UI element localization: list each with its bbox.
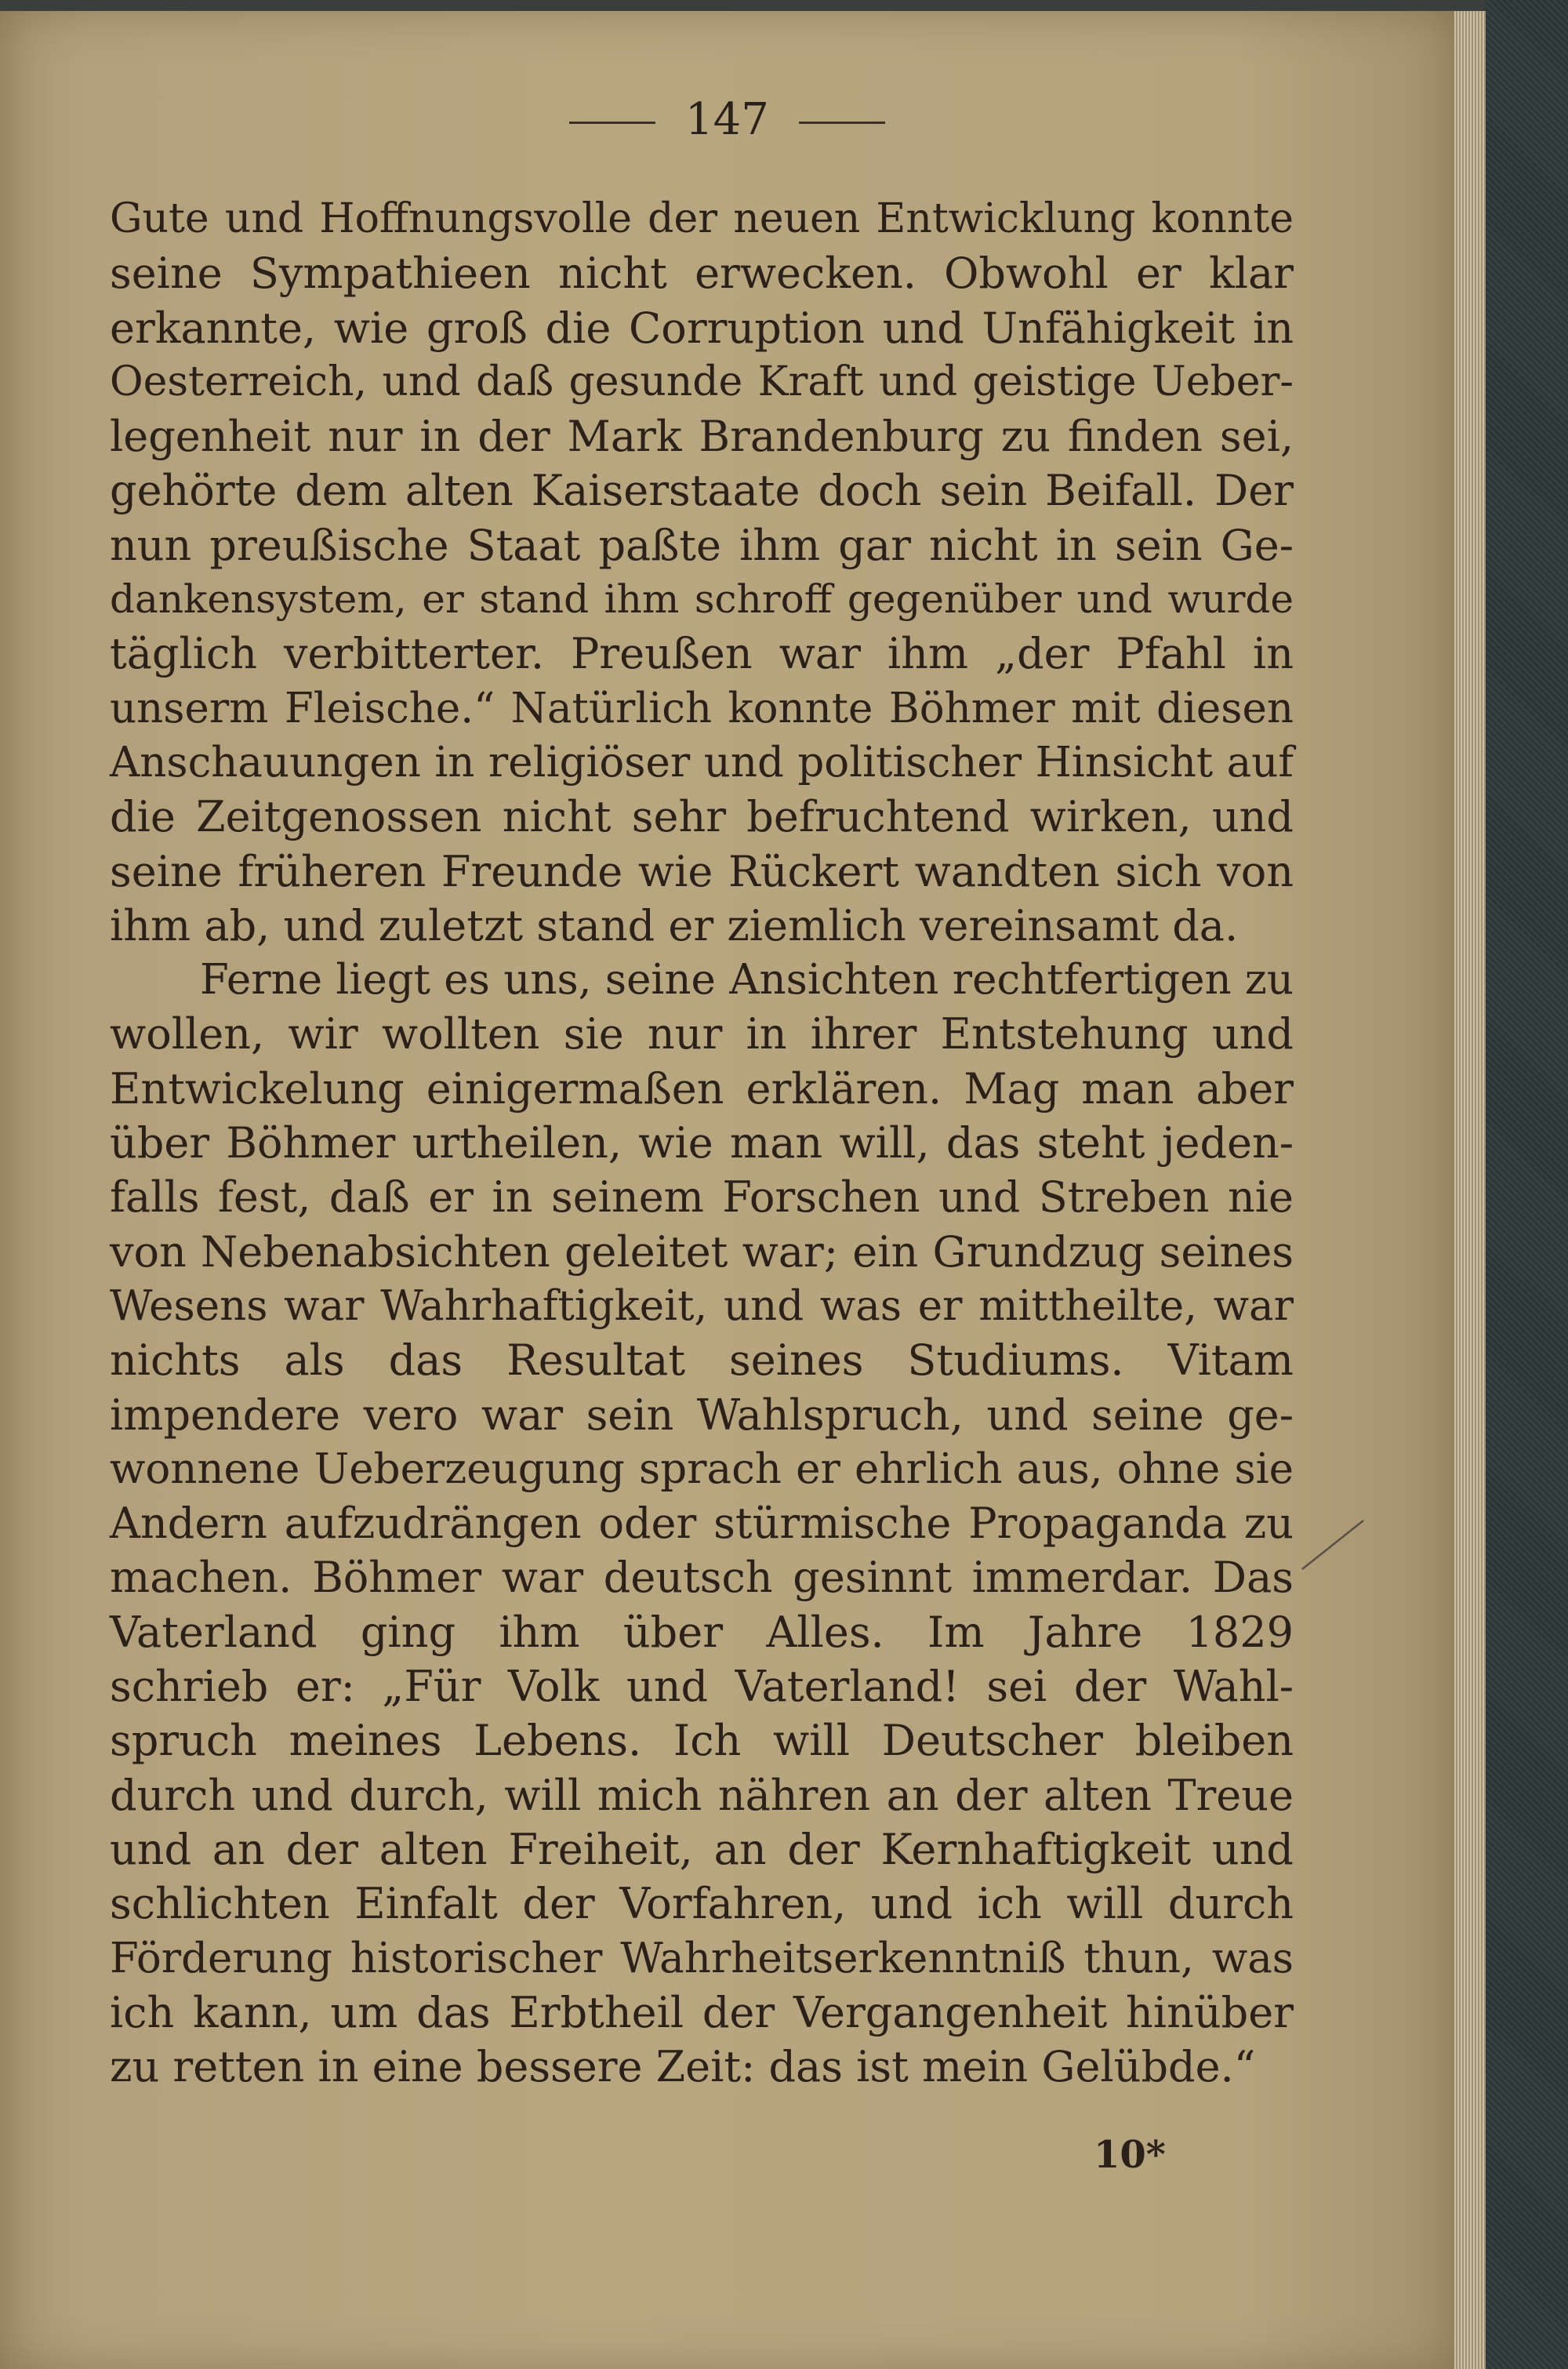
text-line: nichts als das Resultat seines Studiums. Vitam <box>110 1335 1294 1386</box>
page-number: 147 <box>685 94 769 145</box>
page-header <box>0 94 1454 145</box>
header-dash-right <box>799 122 885 124</box>
text-line: impendere vero war sein Wahlspruch, und seine ge- <box>110 1390 1294 1440</box>
text-line: dankensystem, er stand ihm schroff gegenüber und wurde <box>110 576 1294 623</box>
text-line: Entwickelung einigermaßen erklären. Mag man aber <box>110 1063 1294 1114</box>
text-line: Anschauungen in religiöser und politischer Hinsicht auf <box>110 738 1294 787</box>
text-line: wonnene Ueberzeugung sprach er ehrlich aus, ohne sie <box>110 1444 1294 1493</box>
text-line: die Zeitgenossen nicht sehr befruchtend wirken, und <box>110 792 1294 842</box>
text-line: erkannte, wie groß die Corruption und Unfähigkeit in <box>110 303 1294 353</box>
pencil-mark <box>1298 1517 1368 1572</box>
scanner-top-edge <box>0 0 1486 11</box>
text-line: schlichten Einfalt der Vorfahren, und ich will durch <box>110 1879 1294 1929</box>
text-line: Wesens war Wahrhaftigkeit, und was er mittheilte, war <box>110 1281 1294 1330</box>
text-line: Oesterreich, und daß gesunde Kraft und geistige Ueber- <box>110 358 1294 405</box>
text-line: von Nebenabsichten geleitet war; ein Grundzug seines <box>110 1226 1294 1277</box>
text-line: legenheit nur in der Mark Brandenburg zu finden sei, <box>110 412 1294 462</box>
text-line: Gute und Hoffnungsvolle der neuen Entwicklung konnte <box>110 195 1294 242</box>
body-text <box>110 192 1294 2094</box>
text-line: seine Sympathieen nicht erwecken. Obwohl er klar <box>110 249 1294 299</box>
text-line: wollen, wir wollten sie nur in ihrer Entstehung und <box>110 1009 1294 1059</box>
text-line: Vaterland ging ihm über Alles. Im Jahre 1829 <box>110 1607 1294 1657</box>
text-line: machen. Böhmer war deutsch gesinnt immerdar. Das <box>110 1553 1294 1603</box>
text-line: nun preußische Staat paßte ihm gar nicht in sein Ge- <box>110 520 1294 570</box>
text-line: unserm Fleische.“ Natürlich konnte Böhmer mit diesen <box>110 684 1294 732</box>
text-line: ihm ab, und zuletzt stand er ziemlich vereinsamt da. <box>110 900 1239 950</box>
text-line: zu retten in eine bessere Zeit: das ist mein Gelübde.“ <box>110 2042 1256 2092</box>
page-edges <box>1454 11 1486 2369</box>
header-dash-left <box>569 122 655 124</box>
text-line: täglich verbitterter. Preußen war ihm „der Pfahl in <box>110 629 1294 679</box>
text-line: Andern aufzudrängen oder stürmische Propaganda zu <box>110 1499 1294 1549</box>
text-line: und an der alten Freiheit, an der Kernhaftigkeit und <box>110 1824 1294 1874</box>
text-line: falls fest, daß er in seinem Forschen und Streben nie <box>110 1172 1294 1223</box>
text-line: Förderung historischer Wahrheitserkenntniß thun, was <box>110 1934 1294 1982</box>
text-line: schrieb er: „Für Volk und Vaterland! sei der Wahl- <box>110 1662 1294 1712</box>
text-line: gehörte dem alten Kaiserstaate doch sein Beifall. Der <box>110 466 1294 516</box>
text-line: Ferne liegt es uns, seine Ansichten rechtfertigen zu <box>200 956 1294 1005</box>
text-line: spruch meines Lebens. Ich will Deutscher bleiben <box>110 1716 1294 1766</box>
text-line: durch und durch, will mich nähren an der alten Treue <box>110 1770 1294 1820</box>
book-binding <box>1486 0 1568 2369</box>
text-line: über Böhmer urtheilen, wie man will, das steht jeden- <box>110 1118 1294 1168</box>
text-line: seine früheren Freunde wie Rückert wandten sich von <box>110 846 1294 896</box>
text-line: ich kann, um das Erbtheil der Vergangenheit hinüber <box>110 1987 1294 2037</box>
signature-mark: 10* <box>1094 2133 1166 2177</box>
